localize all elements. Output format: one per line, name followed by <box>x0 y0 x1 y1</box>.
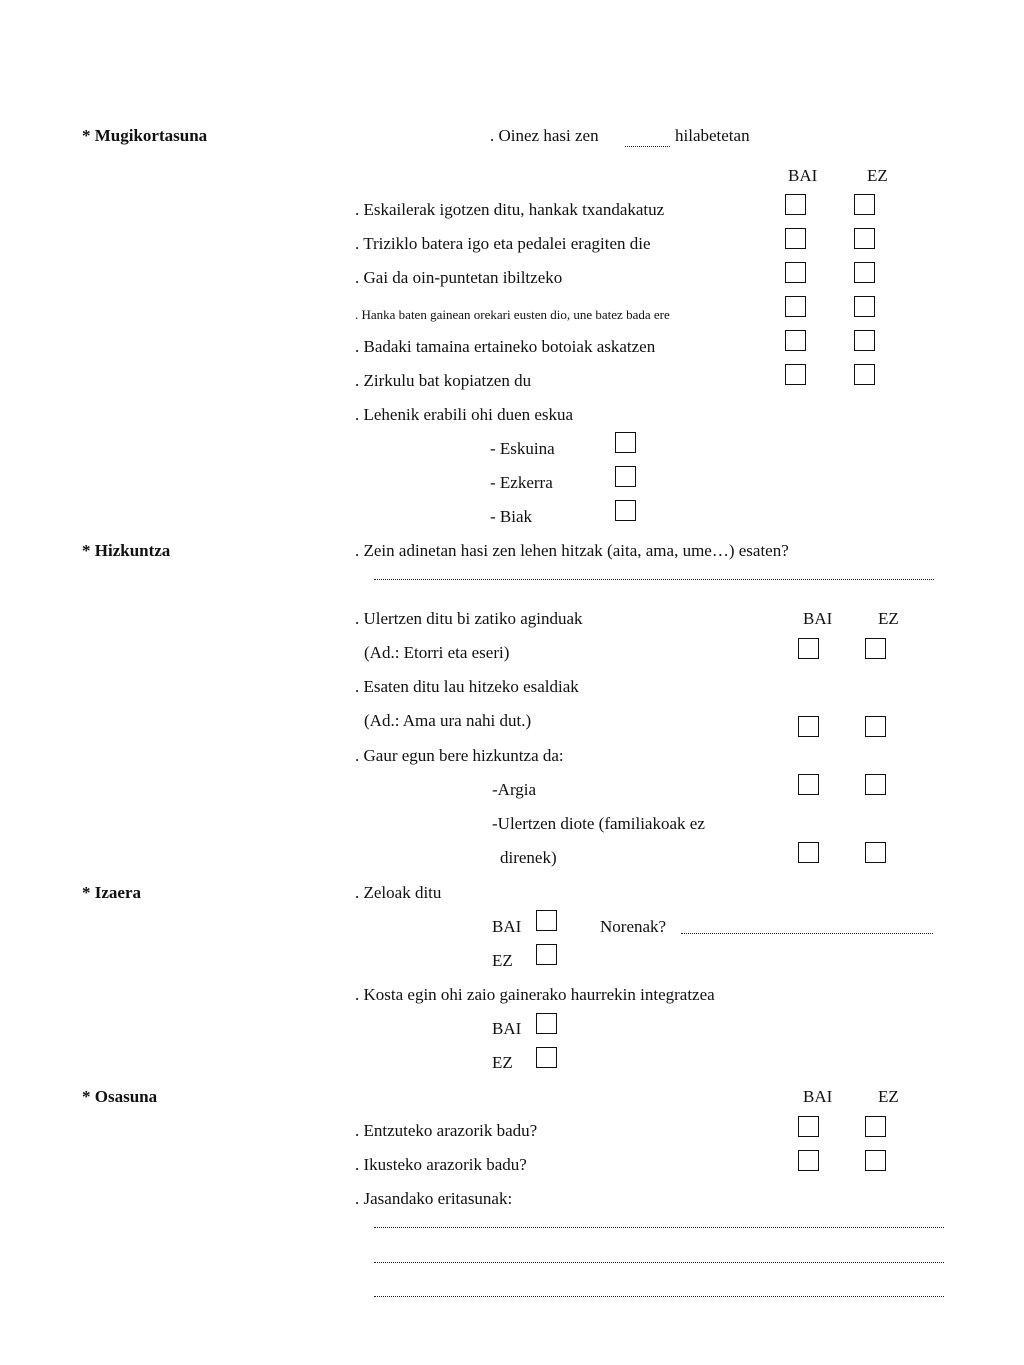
checkbox-balance-ez[interactable] <box>854 296 875 317</box>
option-hand-both: - Biak <box>490 507 533 526</box>
question-first-words: . Zein adinetan hasi zen lehen hitzak (aita, ama, ume…) esaten? <box>355 541 789 560</box>
option-jealousy-ez: EZ <box>492 951 513 970</box>
section-heading-mugikortasuna: * Mugikortasuna <box>82 126 208 145</box>
walk-age-suffix: hilabetetan <box>675 126 750 145</box>
checkbox-sentences-ez[interactable] <box>865 716 886 737</box>
question-vision: . Ikusteko arazorik badu? <box>355 1155 527 1174</box>
checkbox-commands-ez[interactable] <box>865 638 886 659</box>
checkbox-hearing-ez[interactable] <box>865 1116 886 1137</box>
option-hand-right: - Eskuina <box>490 439 555 458</box>
checkbox-buttons-ez[interactable] <box>854 330 875 351</box>
checkbox-clear-bai[interactable] <box>798 774 819 795</box>
question-illnesses: . Jasandako eritasunak: <box>355 1189 513 1208</box>
option-integration-bai: BAI <box>492 1019 522 1038</box>
question-one-leg-balance: . Hanka baten gainean orekari eusten dio, une batez bada ere <box>355 307 670 322</box>
question-hearing: . Entzuteko arazorik badu? <box>355 1121 538 1140</box>
first-words-answer-line[interactable] <box>374 579 934 580</box>
checkbox-circle-bai[interactable] <box>785 364 806 385</box>
checkbox-hand-left[interactable] <box>615 466 636 487</box>
question-language-now: . Gaur egun bere hizkuntza da: <box>355 746 564 765</box>
section-heading-osasuna: * Osasuna <box>82 1087 158 1106</box>
question-jealousy: . Zeloak ditu <box>355 883 442 902</box>
checkbox-jealousy-ez[interactable] <box>536 944 557 965</box>
option-integration-ez: EZ <box>492 1053 513 1072</box>
col-header-bai: BAI <box>788 166 818 185</box>
checkbox-tricycle-bai[interactable] <box>785 228 806 249</box>
col-header-ez: EZ <box>878 1087 899 1106</box>
option-hand-left: - Ezkerra <box>490 473 553 492</box>
checkbox-tricycle-ez[interactable] <box>854 228 875 249</box>
checkbox-sentences-bai[interactable] <box>798 716 819 737</box>
question-stairs: . Eskailerak igotzen ditu, hankak txandakatuz <box>355 200 665 219</box>
question-circle: . Zirkulu bat kopiatzen du <box>355 371 532 390</box>
checkbox-tiptoe-ez[interactable] <box>854 262 875 283</box>
checkbox-vision-ez[interactable] <box>865 1150 886 1171</box>
checkbox-understood-ez[interactable] <box>865 842 886 863</box>
checkbox-tiptoe-bai[interactable] <box>785 262 806 283</box>
question-two-part-commands: . Ulertzen ditu bi zatiko aginduak <box>355 609 583 628</box>
label-whose: Norenak? <box>600 917 667 936</box>
question-tiptoe: . Gai da oin-puntetan ibiltzeko <box>355 268 563 287</box>
illnesses-answer-line-1[interactable] <box>374 1227 944 1228</box>
option-language-understood-cont: direnek) <box>500 848 557 867</box>
question-buttons: . Badaki tamaina ertaineko botoiak askatzen <box>355 337 656 356</box>
checkbox-clear-ez[interactable] <box>865 774 886 795</box>
option-jealousy-bai: BAI <box>492 917 522 936</box>
question-integration: . Kosta egin ohi zaio gainerako haurrekin integratzea <box>355 985 715 1004</box>
illnesses-answer-line-2[interactable] <box>374 1262 944 1263</box>
illnesses-answer-line-3[interactable] <box>374 1296 944 1297</box>
checkbox-hand-both[interactable] <box>615 500 636 521</box>
question-four-word-sentences: . Esaten ditu lau hitzeko esaldiak <box>355 677 579 696</box>
col-header-ez: EZ <box>878 609 899 628</box>
section-heading-izaera: * Izaera <box>82 883 142 902</box>
option-language-clear: -Argia <box>492 780 537 799</box>
section-heading-hizkuntza: * Hizkuntza <box>82 541 171 560</box>
walk-age-field[interactable] <box>625 146 670 147</box>
example-four-word-sentences: (Ad.: Ama ura nahi dut.) <box>364 711 532 730</box>
col-header-ez: EZ <box>867 166 888 185</box>
checkbox-commands-bai[interactable] <box>798 638 819 659</box>
checkbox-circle-ez[interactable] <box>854 364 875 385</box>
checkbox-hearing-bai[interactable] <box>798 1116 819 1137</box>
checkbox-stairs-ez[interactable] <box>854 194 875 215</box>
checkbox-understood-bai[interactable] <box>798 842 819 863</box>
example-two-part-commands: (Ad.: Etorri eta eseri) <box>364 643 510 662</box>
checkbox-integration-ez[interactable] <box>536 1047 557 1068</box>
checkbox-integration-bai[interactable] <box>536 1013 557 1034</box>
checkbox-vision-bai[interactable] <box>798 1150 819 1171</box>
checkbox-stairs-bai[interactable] <box>785 194 806 215</box>
whose-answer-line[interactable] <box>681 933 933 934</box>
question-tricycle: . Triziklo batera igo eta pedalei eragiten die <box>355 234 651 253</box>
checkbox-buttons-bai[interactable] <box>785 330 806 351</box>
question-dominant-hand: . Lehenik erabili ohi duen eskua <box>355 405 574 424</box>
col-header-bai: BAI <box>803 1087 833 1106</box>
option-language-understood: -Ulertzen diote (familiakoak ez <box>492 814 705 833</box>
checkbox-jealousy-bai[interactable] <box>536 910 557 931</box>
walk-age-label: . Oinez hasi zen <box>490 126 599 145</box>
col-header-bai: BAI <box>803 609 833 628</box>
checkbox-balance-bai[interactable] <box>785 296 806 317</box>
checkbox-hand-right[interactable] <box>615 432 636 453</box>
